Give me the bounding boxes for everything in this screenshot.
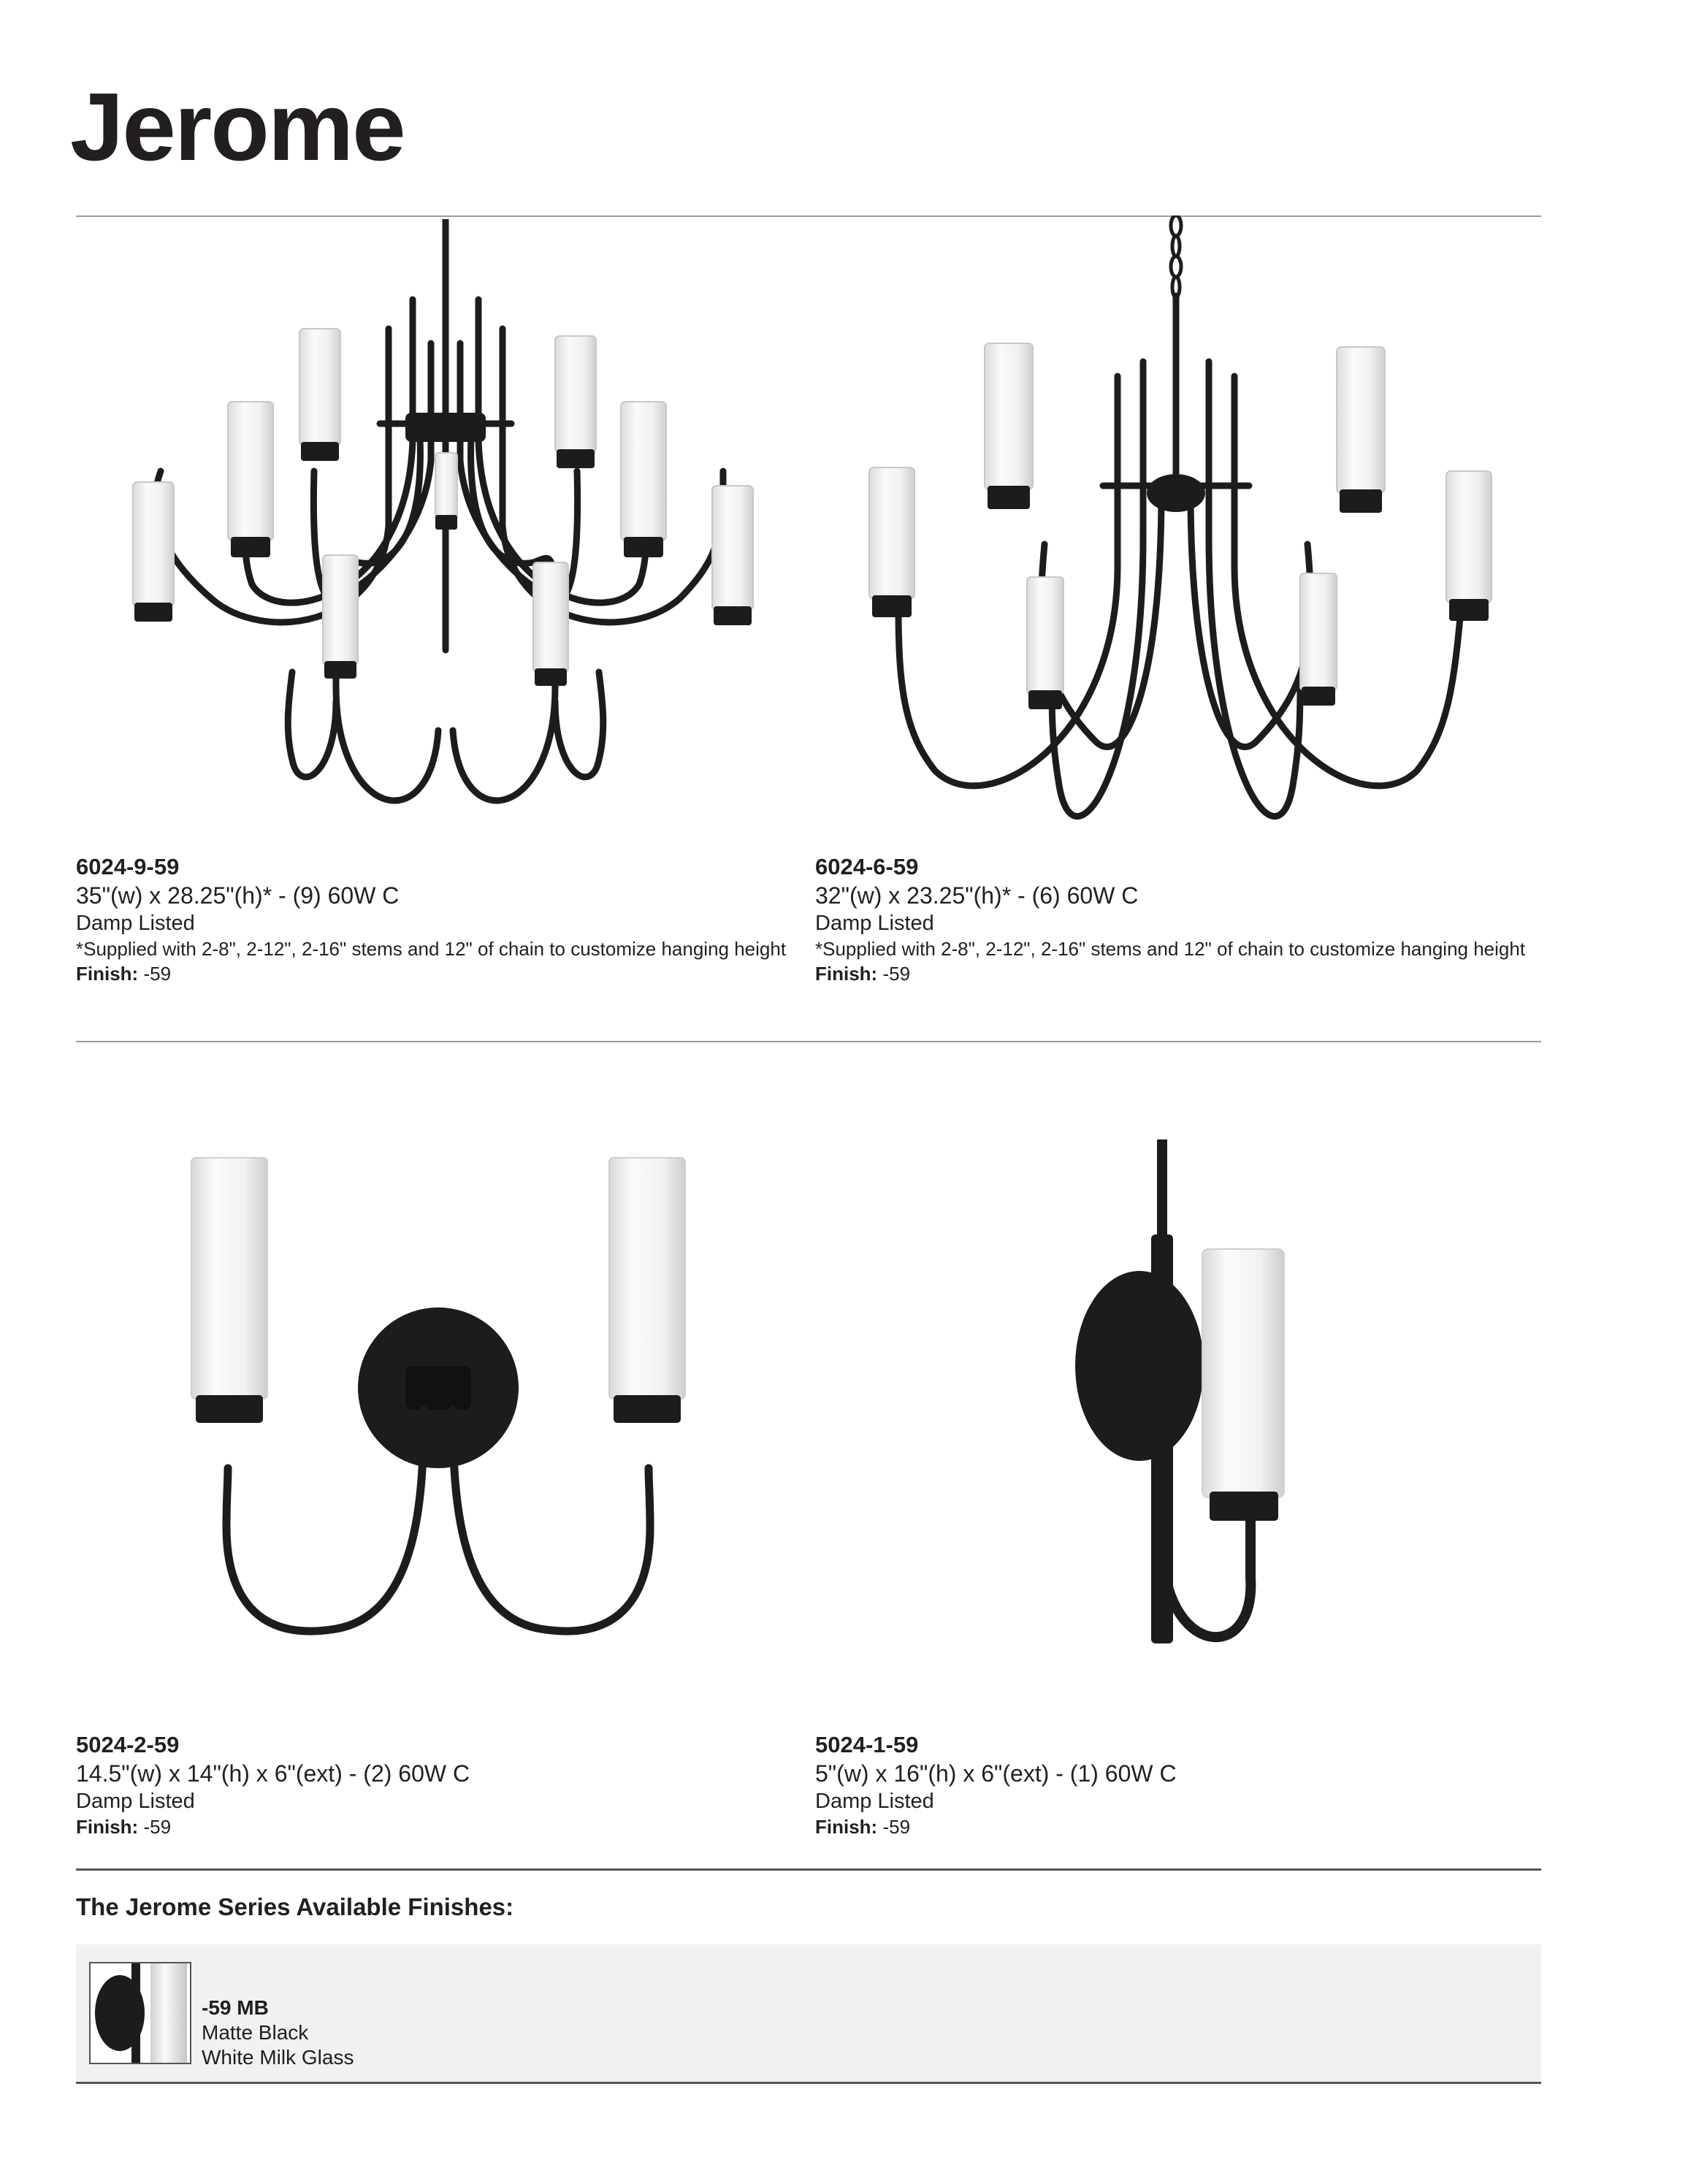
section-divider bbox=[76, 1041, 1541, 1042]
product-note: *Supplied with 2-8", 2-12", 2-16" stems and 12" of chain to customize hanging height bbox=[76, 938, 787, 960]
one-light-sconce-image bbox=[1059, 1132, 1322, 1680]
finish-label: Finish: bbox=[815, 1816, 878, 1838]
product-sku: 6024-9-59 bbox=[76, 854, 180, 879]
product-sku: 5024-1-59 bbox=[815, 1732, 919, 1757]
finish-label: Finish: bbox=[815, 963, 878, 985]
finish-band bbox=[76, 1944, 1541, 2082]
product-listing: Damp Listed bbox=[76, 912, 195, 935]
finish-value: -59 bbox=[143, 963, 172, 985]
finish-glass: White Milk Glass bbox=[202, 2046, 354, 2069]
product-listing: Damp Listed bbox=[815, 1790, 934, 1813]
product-dimensions: 32"(w) x 23.25"(h)* - (6) 60W C bbox=[815, 882, 1139, 909]
nine-light-chandelier-image bbox=[117, 219, 774, 833]
product-sku: 6024-6-59 bbox=[815, 854, 919, 879]
product-listing: Damp Listed bbox=[76, 1790, 195, 1813]
finish-code: -59 MB bbox=[202, 1996, 269, 2019]
product-finish bbox=[815, 1814, 1546, 1839]
finish-value: -59 bbox=[882, 963, 911, 985]
product-info bbox=[76, 853, 806, 986]
finish-label: Finish: bbox=[76, 963, 139, 985]
two-light-sconce-image bbox=[183, 1147, 694, 1658]
finish-metal: Matte Black bbox=[202, 2021, 309, 2044]
matte-black-finish-swatch bbox=[89, 1962, 191, 2064]
finish-label: Finish: bbox=[76, 1816, 139, 1838]
product-dimensions: 5"(w) x 16"(h) x 6"(ext) - (1) 60W C bbox=[815, 1760, 1177, 1787]
product-dimensions: 35"(w) x 28.25"(h)* - (9) 60W C bbox=[76, 882, 400, 909]
product-sku: 5024-2-59 bbox=[76, 1732, 180, 1757]
product-info bbox=[815, 853, 1546, 986]
product-info bbox=[815, 1731, 1546, 1839]
product-note: *Supplied with 2-8", 2-12", 2-16" stems and 12" of chain to customize hanging height bbox=[815, 938, 1526, 960]
product-dimensions: 14.5"(w) x 14"(h) x 6"(ext) - (2) 60W C bbox=[76, 1760, 470, 1787]
six-light-chandelier-image bbox=[855, 215, 1512, 858]
finish-value: -59 bbox=[882, 1816, 911, 1838]
product-info bbox=[76, 1731, 806, 1839]
finish-details bbox=[202, 1996, 354, 2070]
finish-value: -59 bbox=[143, 1816, 172, 1838]
finishes-divider bbox=[76, 1868, 1541, 1871]
product-finish bbox=[815, 961, 1546, 986]
finishes-heading: The Jerome Series Available Finishes: bbox=[76, 1893, 514, 1920]
product-finish bbox=[76, 961, 806, 986]
page-title: Jerome bbox=[70, 73, 405, 180]
product-finish bbox=[76, 1814, 806, 1839]
product-listing: Damp Listed bbox=[815, 912, 934, 935]
bottom-divider bbox=[76, 2082, 1541, 2084]
